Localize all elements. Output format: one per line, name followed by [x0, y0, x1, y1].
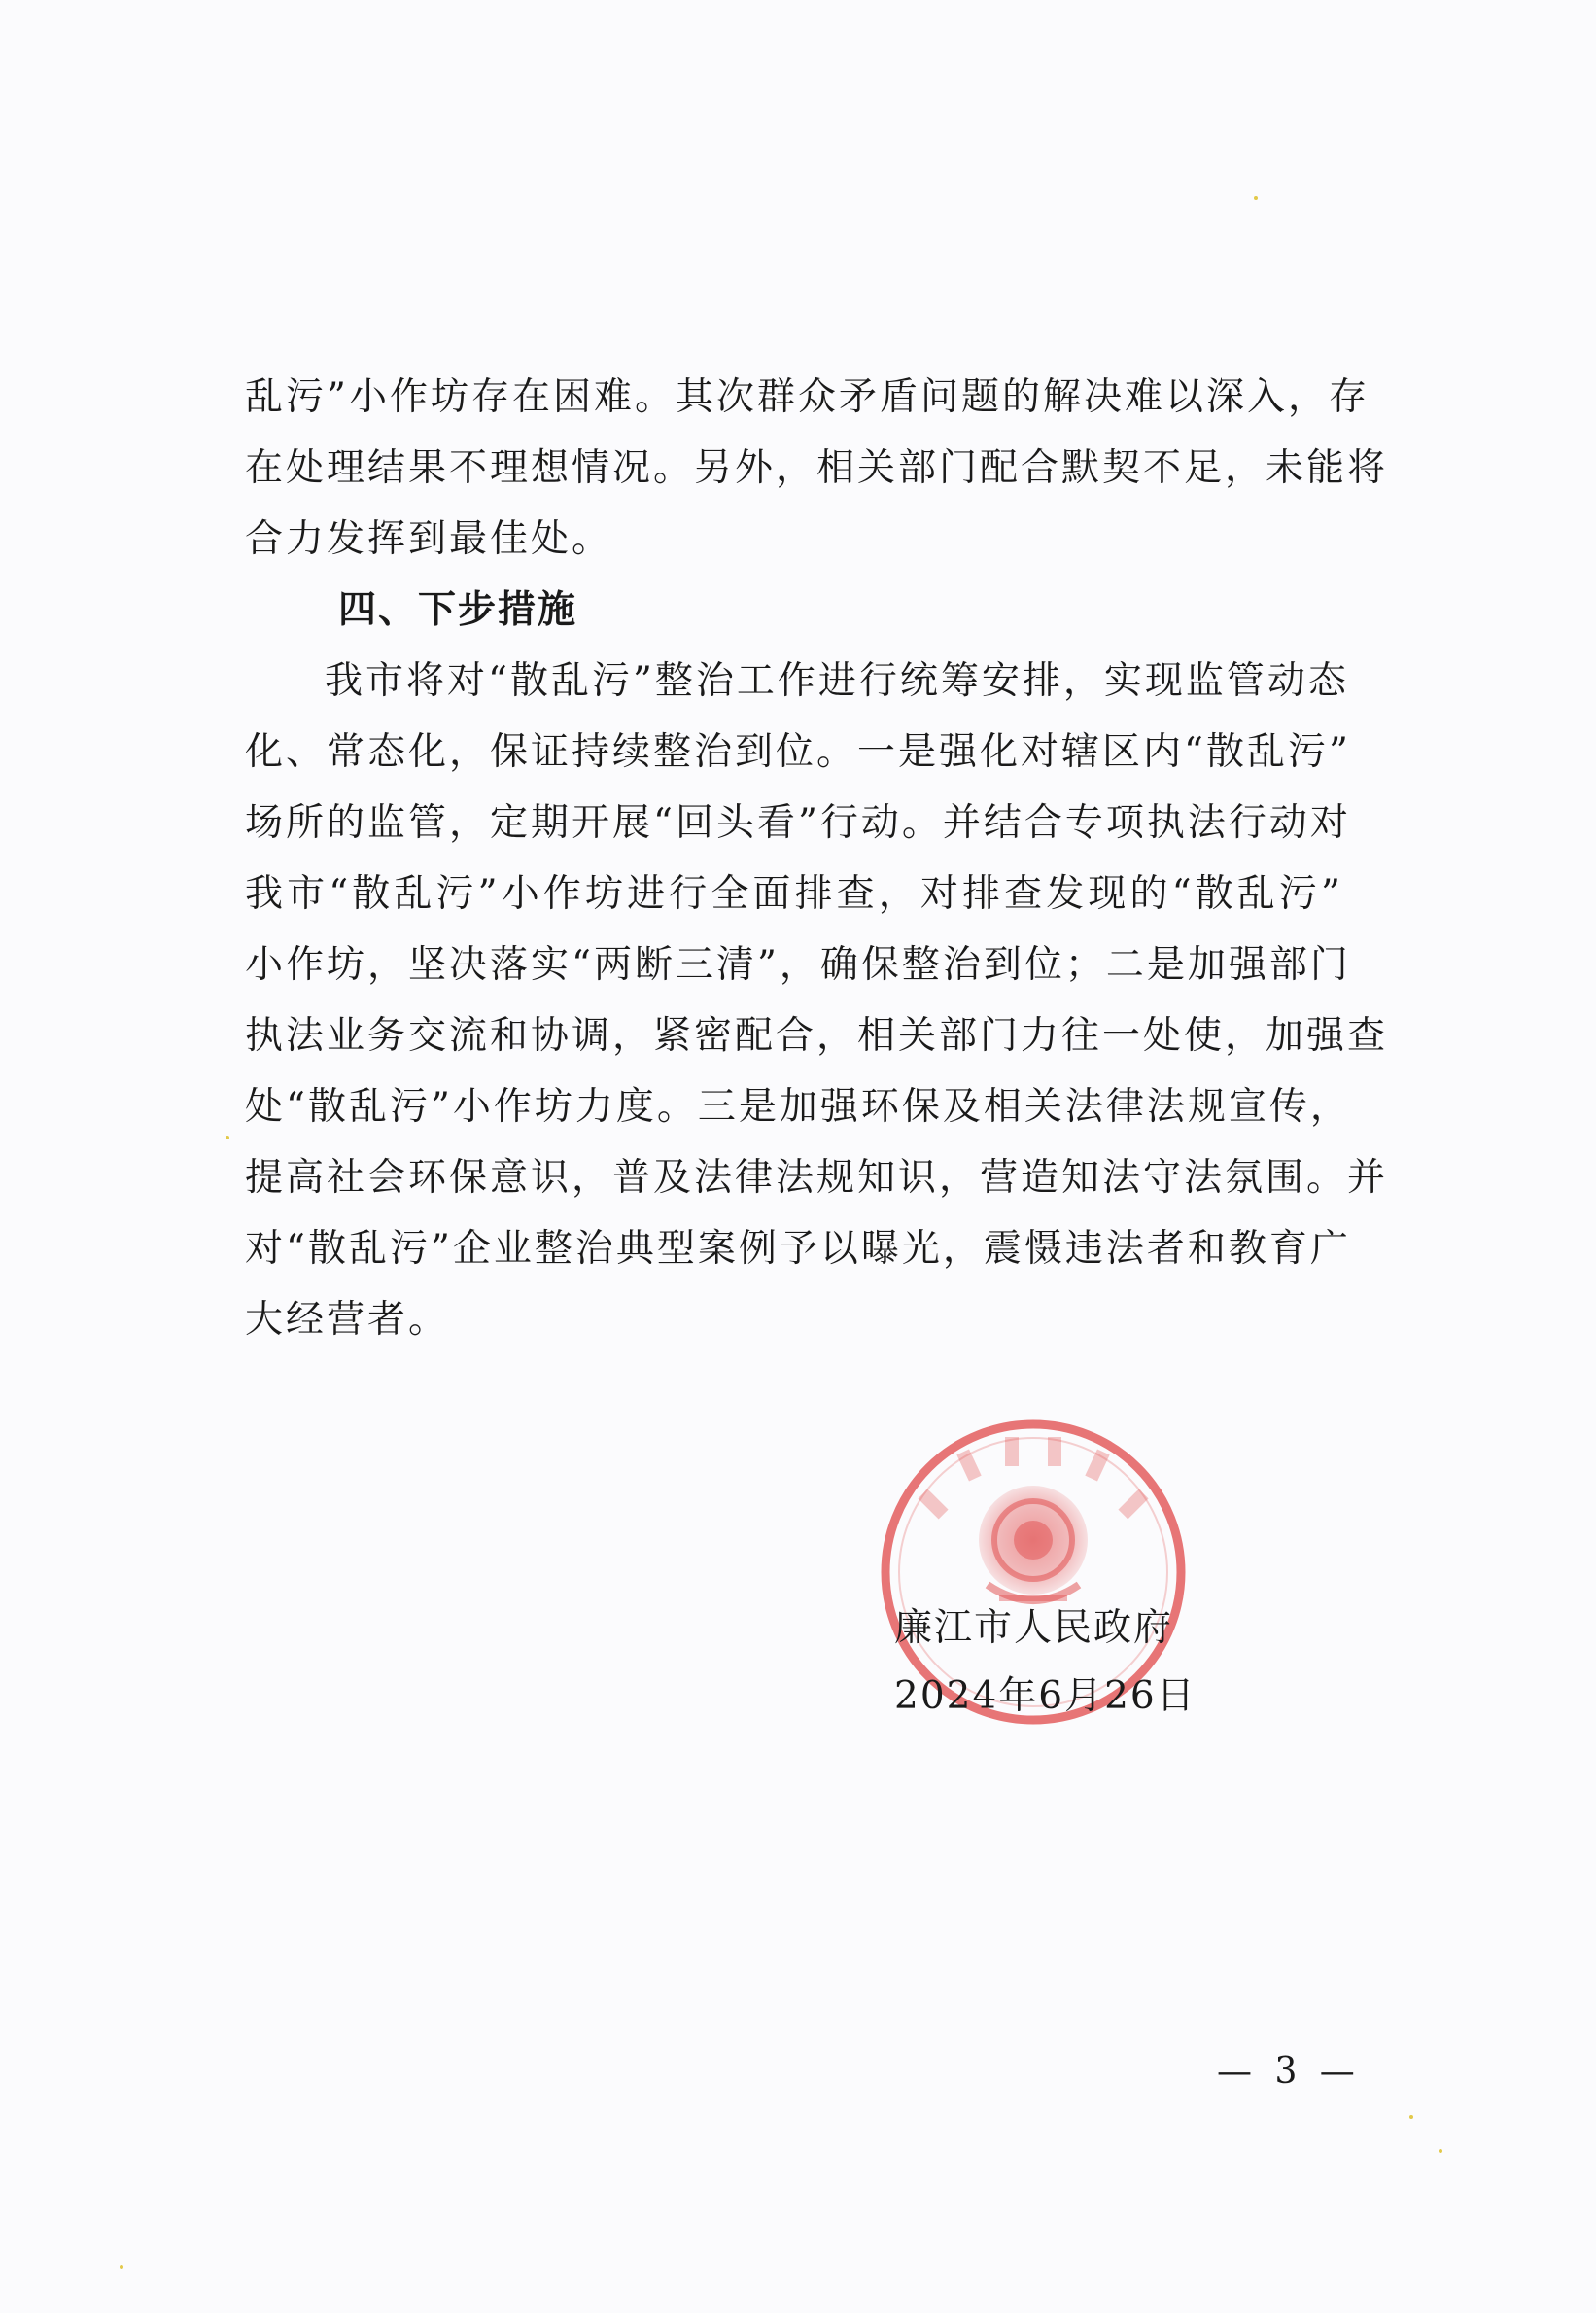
paragraph-line: 化、常态化，保证持续整治到位。一是强化对辖区内“散乱污” [245, 730, 1351, 774]
document-body [245, 362, 1389, 1355]
paragraph-line: 对“散乱污”企业整治典型案例予以曝光，震慑违法者和教育广 [245, 1227, 1351, 1271]
issuing-organization: 廉江市人民政府 [894, 1606, 1174, 1650]
paragraph-line: 乱污”小作坊存在困难。其次群众矛盾问题的解决难以深入，存 [245, 375, 1370, 419]
paragraph-line: 合力发挥到最佳处。 [245, 517, 613, 561]
paragraph-line: 处“散乱污”小作坊力度。三是加强环保及相关法律法规宣传， [245, 1085, 1351, 1129]
paragraph-line: 我市将对“散乱污”整治工作进行统筹安排，实现监管动态 [325, 659, 1349, 703]
paper-speck [1439, 2149, 1442, 2153]
paper-speck [120, 2265, 123, 2269]
paper-speck [1409, 2115, 1413, 2119]
paragraph-line: 小作坊，坚决落实“两断三清”，确保整治到位；二是加强部门 [245, 943, 1351, 987]
paper-speck [226, 1136, 229, 1139]
paragraph-line: 在处理结果不理想情况。另外，相关部门配合默契不足，未能将 [245, 446, 1389, 490]
signature-block [894, 1595, 1205, 1731]
seal-emblem-icon [979, 1486, 1088, 1600]
paper-speck [1254, 196, 1258, 200]
issue-date: 2024年6月26日 [894, 1674, 1197, 1718]
paragraph-line: 大经营者。 [245, 1298, 450, 1342]
paragraph-line: 执法业务交流和协调，紧密配合，相关部门力往一处使，加强查 [245, 1014, 1389, 1058]
page-number: — 3 — [1217, 2051, 1361, 2091]
section-heading: 四、下步措施 [338, 588, 578, 632]
paragraph-line: 提高社会环保意识，普及法律法规知识，营造知法守法氛围。并 [245, 1156, 1389, 1200]
paragraph-line: 场所的监管，定期开展“回头看”行动。并结合专项执法行动对 [245, 801, 1351, 845]
paragraph-line: 我市“散乱污”小作坊进行全面排查，对排查发现的“散乱污” [245, 872, 1343, 916]
